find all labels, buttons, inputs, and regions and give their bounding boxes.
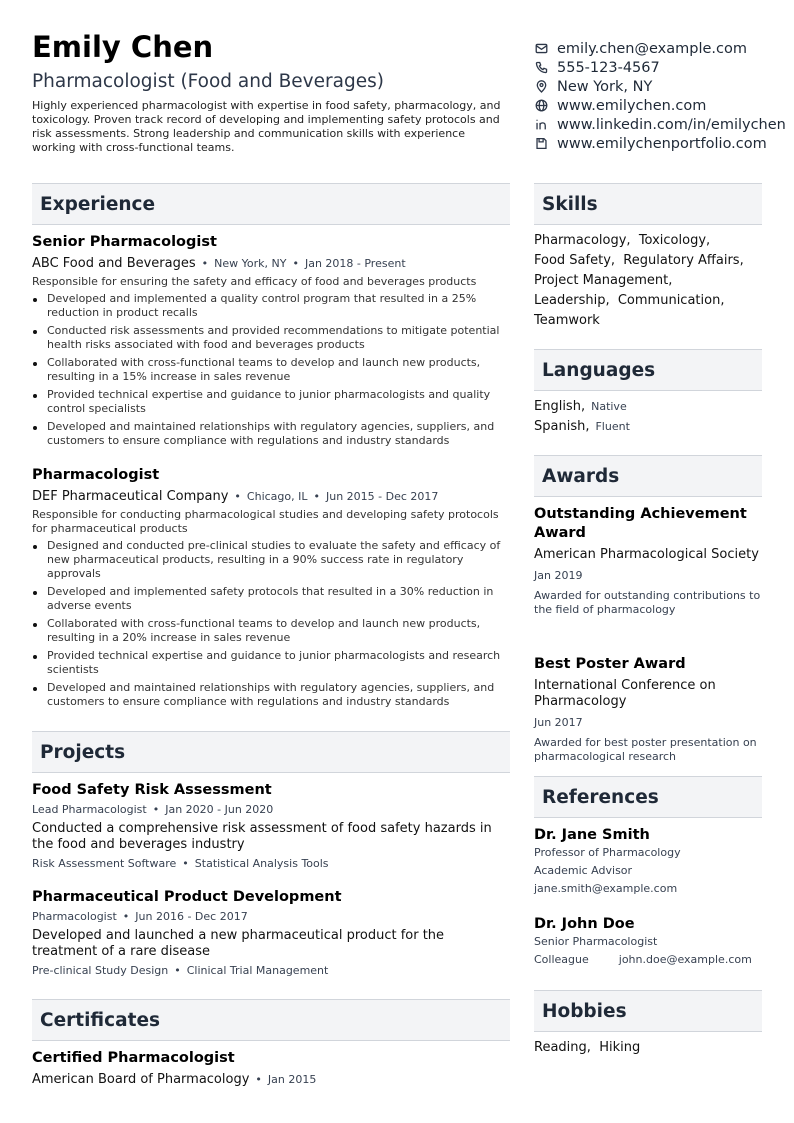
skill: Project Management [534,273,669,288]
list-item: Developed and implemented a quality control program that resulted in a 25% reduction in product recalls [32,292,512,320]
certificate-date: Jan 2015 [267,1073,317,1086]
contact-phone[interactable] [534,58,794,77]
language-level: Fluent [595,420,630,433]
certificate-meta: American Board of Pharmacology • Jan 2015 [32,1072,317,1087]
skills-list: Pharmacology, Toxicology, Food Safety, Regulatory Affairs, Project Management, Leadership, Communication, Teamwork [534,233,744,328]
job-description: Responsible for ensuring the safety and efficacy of food and beverages products [32,275,477,288]
contact-portfolio[interactable] [534,134,794,153]
skill: Pharmacology [534,233,627,248]
language-level: Native [591,400,627,413]
certificate-title: Certified Pharmacologist [32,1050,235,1066]
project-description: Conducted a comprehensive risk assessment of food safety hazards in the food and beverages industry [32,821,492,852]
job-bullets [32,539,512,709]
list-item: Developed and implemented safety protocols that resulted in a 30% reduction in adverse events [32,585,512,613]
job-bullets [32,292,512,448]
contact-email[interactable] [534,39,794,58]
project-meta: Lead Pharmacologist • Jan 2020 - Jun 2020 [32,803,274,816]
job-description: Responsible for conducting pharmacological studies and developing safety protocols for pharmaceutical products [32,508,499,535]
job-meta: DEF Pharmaceutical Company • Chicago, IL • Jun 2015 - Dec 2017 [32,489,439,504]
job-location: Chicago, IL [246,490,308,503]
hobby: Hiking [599,1040,641,1055]
summary: Highly experienced pharmacologist with expertise in food safety, pharmacology, and toxicology. Proven track record of developing and implementing safety protocols and risk assessments. Strong leadership and communication skills with experience working with cross-functional teams. [32,99,501,154]
contact-email-text: emily.chen@example.com [557,40,747,57]
language-name: English [534,399,581,414]
skill: Teamwork [534,313,600,328]
company-name: ABC Food and Beverages [32,256,196,271]
project-role: Pharmacologist [32,910,117,923]
project-item [32,781,512,871]
languages-list [534,397,762,437]
certificates-heading: Certificates [32,999,510,1041]
globe-icon [534,99,548,113]
contact-list [534,39,794,153]
reference-contact-row [534,951,762,969]
hobbies-heading: Hobbies [534,990,762,1032]
contact-location [534,77,794,96]
project-tool: Clinical Trial Management [186,964,329,977]
company-name: DEF Pharmaceutical Company [32,489,229,504]
references-heading: References [534,776,762,818]
job-dates: Jun 2015 - Dec 2017 [326,490,439,503]
list-item: Provided technical expertise and guidance to junior pharmacologists and quality control specialists [32,388,512,416]
mail-icon [534,42,548,56]
reference-relation: Colleague [534,953,589,966]
job-meta: ABC Food and Beverages • New York, NY • Jan 2018 - Present [32,256,406,271]
award-title: Best Poster Award [534,656,686,672]
certificate-item [32,1049,512,1089]
contact-website[interactable] [534,96,794,115]
project-title: Pharmaceutical Product Development [32,889,342,905]
reference-name: Dr. Jane Smith [534,827,650,843]
project-tool: Pre-clinical Study Design [32,964,169,977]
skill: Toxicology [638,233,707,248]
hobby: Reading [534,1040,587,1055]
awards-heading: Awards [534,455,762,497]
skill: Leadership [534,293,606,308]
award-date: Jan 2019 [534,569,583,582]
job-title: Pharmacologist [32,467,160,483]
reference-email[interactable]: john.doe@example.com [618,953,752,966]
contact-linkedin-text: www.linkedin.com/in/emilychen [557,116,786,133]
project-tools: Pre-clinical Study Design • Clinical Trial Management [32,964,329,977]
reference-item [534,915,762,969]
award-date: Jun 2017 [534,716,583,729]
list-item: Conducted risk assessments and provided recommendations to mitigate potential health risks associated with food and beverages products [32,324,512,352]
experience-item [32,466,512,713]
project-tool: Risk Assessment Software [32,857,177,870]
contact-portfolio-text: www.emilychenportfolio.com [557,135,767,152]
project-tool: Statistical Analysis Tools [194,857,329,870]
skill: Regulatory Affairs [623,253,740,268]
project-item [32,888,512,978]
certificate-issuer: American Board of Pharmacology [32,1072,250,1087]
award-title: Outstanding Achievement Award [534,506,747,541]
list-item: Provided technical expertise and guidance to junior pharmacologists and research scientists [32,649,512,677]
project-meta: Pharmacologist • Jun 2016 - Dec 2017 [32,910,248,923]
reference-email[interactable]: jane.smith@example.com [534,882,678,895]
projects-heading: Projects [32,731,510,773]
skill: Food Safety [534,253,611,268]
project-title: Food Safety Risk Assessment [32,782,272,798]
reference-item [534,826,762,898]
project-role: Lead Pharmacologist [32,803,147,816]
award-item [534,505,762,617]
contact-location-text: New York, NY [557,78,653,95]
candidate-name: Emily Chen [32,30,214,64]
award-org: International Conference on Pharmacology [534,678,716,709]
language-name: Spanish [534,419,586,434]
project-dates: Jan 2020 - Jun 2020 [165,803,274,816]
location-pin-icon [534,80,548,94]
job-title: Senior Pharmacologist [32,234,217,250]
contact-website-text: www.emilychen.com [557,97,707,114]
project-tools: Risk Assessment Software • Statistical Analysis Tools [32,857,329,870]
list-item: Collaborated with cross-functional teams to develop and launch new products, resulting in a 15% increase in sales revenue [32,356,512,384]
languages-heading: Languages [534,349,762,391]
phone-icon [534,61,548,75]
reference-name: Dr. John Doe [534,916,635,932]
reference-position: Professor of Pharmacology [534,846,681,859]
project-dates: Jun 2016 - Dec 2017 [135,910,248,923]
job-location: New York, NY [214,257,287,270]
experience-item [32,233,512,452]
award-description: Awarded for outstanding contributions to the field of pharmacology [534,589,761,616]
list-item: Designed and conducted pre-clinical studies to evaluate the safety and efficacy of new pharmaceutical products, resulting in a 90% success rate in regulatory approvals [32,539,512,581]
award-item [534,655,762,764]
skills-heading: Skills [534,183,762,225]
reference-relation: Academic Advisor [534,864,633,877]
award-description: Awarded for best poster presentation on pharmacological research [534,736,757,763]
portfolio-icon [534,137,548,151]
language-item: Spanish, Fluent [534,419,630,434]
award-org: American Pharmacological Society [534,547,759,562]
language-item: English, Native [534,399,627,414]
list-item: Developed and maintained relationships with regulatory agencies, suppliers, and customers to ensure compliance with regulations and industry standards [32,420,512,448]
project-description: Developed and launched a new pharmaceutical product for the treatment of a rare disease [32,928,445,959]
list-item: Collaborated with cross-functional teams to develop and launch new products, resulting in a 20% increase in sales revenue [32,617,512,645]
candidate-title: Pharmacologist (Food and Beverages) [32,71,384,92]
contact-linkedin[interactable] [534,115,794,134]
hobbies-list: Reading, Hiking [534,1040,641,1055]
list-item: Developed and maintained relationships with regulatory agencies, suppliers, and customers to ensure compliance with regulations and industry standards [32,681,512,709]
linkedin-icon [534,118,548,132]
job-dates: Jan 2018 - Present [304,257,406,270]
reference-position: Senior Pharmacologist [534,935,658,948]
contact-phone-text: 555-123-4567 [557,59,660,76]
skill: Communication [617,293,721,308]
experience-heading: Experience [32,183,510,225]
